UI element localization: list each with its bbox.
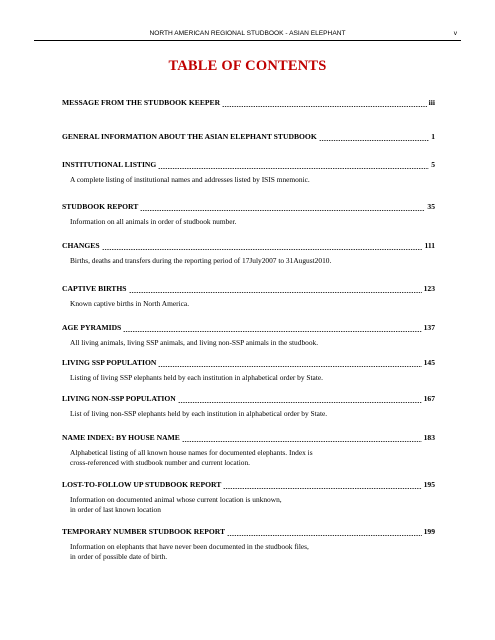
toc-entry-title[interactable]: STUDBOOK REPORT (62, 202, 139, 211)
toc-entry-page[interactable]: 183 (423, 433, 435, 442)
dot-leader (178, 402, 422, 403)
toc-entry-description: A complete listing of institutional names and addresses listed by ISIS mnemonic. (70, 175, 310, 184)
dot-leader (129, 292, 422, 293)
toc-entry-line (62, 241, 435, 253)
toc-entry[interactable] (62, 323, 435, 348)
toc-entry[interactable] (62, 202, 435, 227)
toc-entry-page[interactable]: iii (428, 98, 435, 107)
toc-entry-description: Births, deaths and transfers during the reporting period of 17July2007 to 31August2010. (70, 256, 332, 265)
toc-entry-page[interactable]: 199 (423, 527, 435, 536)
toc-entry-page[interactable]: 167 (423, 394, 435, 403)
toc-entry-description: List of living non-SSP elephants held by each institution in alphabetical order by State. (70, 409, 328, 418)
toc-entry-line (62, 284, 435, 296)
toc-entry-title[interactable]: CHANGES (62, 241, 100, 250)
toc-entry-page[interactable]: 123 (423, 284, 435, 293)
toc-entry-title[interactable]: AGE PYRAMIDS (62, 323, 122, 332)
toc-entry-page[interactable]: 35 (427, 202, 435, 211)
toc-entry-title[interactable]: GENERAL INFORMATION ABOUT THE ASIAN ELEPHANT STUDBOOK (62, 132, 317, 141)
toc-entry[interactable] (62, 358, 435, 383)
toc-entry-line (62, 202, 435, 214)
dot-leader (223, 488, 421, 489)
toc-entry[interactable] (62, 527, 435, 562)
toc-entry-description: All living animals, living SSP animals, and living non-SSP animals in the studbook. (70, 338, 319, 347)
toc-entry[interactable] (62, 433, 435, 468)
running-header (34, 30, 461, 41)
toc-entry-title[interactable]: LOST-TO-FOLLOW UP STUDBOOK REPORT (62, 480, 222, 489)
page-number: v (453, 30, 457, 37)
dot-leader (158, 366, 421, 367)
toc-entry-line (62, 433, 435, 445)
toc-entry-title[interactable]: INSTITUTIONAL LISTING (62, 160, 157, 169)
toc-entry-line (62, 160, 435, 172)
running-header-title: NORTH AMERICAN REGIONAL STUDBOOK - ASIAN ELEPHANT (149, 30, 346, 37)
toc-entry-page[interactable]: 137 (423, 323, 435, 332)
toc-entry-description: Alphabetical listing of all known house names for documented elephants. Index is cross-referenced with studbook number and current location. (70, 448, 313, 467)
dot-leader (182, 441, 422, 442)
page-title: TABLE OF CONTENTS (168, 58, 327, 74)
dot-leader (222, 106, 427, 107)
toc-entry-line (62, 527, 435, 539)
toc-entry[interactable] (62, 98, 435, 110)
toc-entry-title[interactable]: NAME INDEX: BY HOUSE NAME (62, 433, 180, 442)
dot-leader (158, 168, 429, 169)
toc-entry[interactable] (62, 284, 435, 309)
dot-leader (319, 140, 429, 141)
toc-entry-line (62, 132, 435, 144)
toc-entry-page[interactable]: 5 (431, 160, 435, 169)
dot-leader (227, 535, 422, 536)
toc-entry-description: Information on documented animal whose current location is unknown, in order of last known location (70, 495, 282, 514)
toc-entry-description: Information on all animals in order of studbook number. (70, 217, 237, 226)
dot-leader (102, 249, 423, 250)
toc-entry-line (62, 480, 435, 492)
dot-leader (123, 331, 421, 332)
toc-entry-description: Listing of living SSP elephants held by each institution in alphabetical order by State. (70, 373, 324, 382)
toc-entry-page[interactable]: 111 (424, 241, 435, 250)
toc-entry-line (62, 323, 435, 335)
toc-entry-description: Known captive births in North America. (70, 299, 190, 308)
toc-entry-page[interactable]: 195 (423, 480, 435, 489)
toc-entry[interactable] (62, 394, 435, 419)
toc-entry-title[interactable]: CAPTIVE BIRTHS (62, 284, 127, 293)
toc-entry-line (62, 394, 435, 406)
toc-entry-line (62, 98, 435, 110)
toc-entry-description: Information on elephants that have never been documented in the studbook files, in order of possible date of birth. (70, 542, 309, 561)
toc-entry-title[interactable]: TEMPORARY NUMBER STUDBOOK REPORT (62, 527, 226, 536)
toc-entry-page[interactable]: 1 (431, 132, 435, 141)
toc-entry-line (62, 358, 435, 370)
dot-leader (140, 210, 425, 211)
toc-entry-title[interactable]: LIVING NON-SSP POPULATION (62, 394, 176, 403)
toc-entry-title[interactable]: LIVING SSP POPULATION (62, 358, 157, 367)
toc-entry-page[interactable]: 145 (423, 358, 435, 367)
toc-entry[interactable] (62, 480, 435, 515)
toc-entry[interactable] (62, 160, 435, 185)
toc-entry[interactable] (62, 132, 435, 144)
toc-entry[interactable] (62, 241, 435, 266)
toc-entry-title[interactable]: MESSAGE FROM THE STUDBOOK KEEPER (62, 98, 221, 107)
